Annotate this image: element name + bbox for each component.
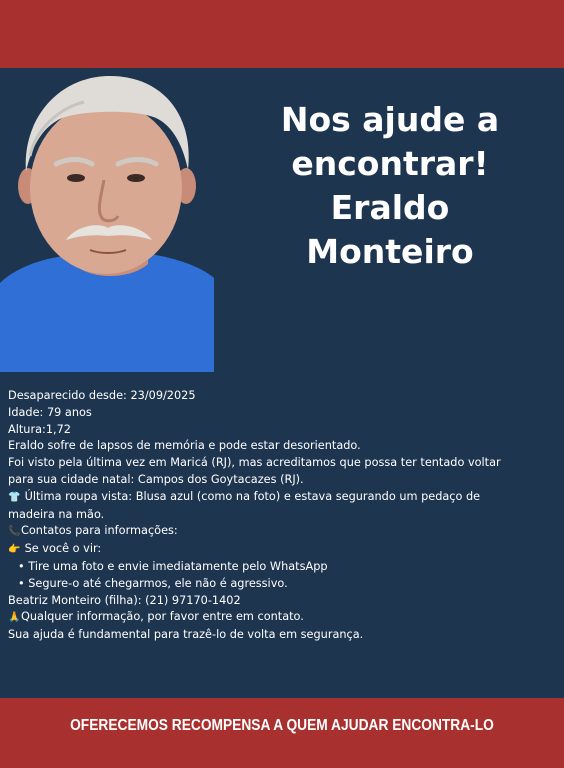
missing-person-photo (0, 68, 214, 372)
any-info-line (8, 609, 560, 627)
title-line-2: encontrar! (291, 144, 489, 183)
page-title (222, 98, 558, 274)
bullet-icon: • (18, 559, 25, 573)
reward-banner: OFERECEMOS RECOMPENSA A QUEM AJUDAR ENCONTRA-LO (70, 717, 494, 734)
memory-note: Eraldo sofre de lapsos de memória e pode estar desorientado. (8, 439, 361, 453)
any-info-text: Qualquer informação, por favor entre em contato. (21, 610, 304, 624)
contacts-text: Contatos para informações: (21, 524, 178, 538)
last-seen-line-2: para sua cidade natal: Campos dos Goytacazes (RJ). (8, 472, 304, 486)
clothes-line-1 (8, 489, 560, 507)
last-seen-line-1: Foi visto pela última vez em Maricá (RJ), mas acreditamos que possa ter tentado voltar (8, 456, 501, 470)
phone-icon: 📞 (8, 526, 21, 538)
step-2 (8, 576, 560, 593)
praying-hands-icon: 🙏 (8, 612, 21, 624)
step-2-text: Segure-o até chegarmos, ele não é agressivo. (28, 576, 288, 590)
pointing-hand-icon: 👉 (8, 544, 21, 556)
tshirt-icon: 👕 (8, 491, 21, 503)
if-you-see-heading (8, 541, 560, 559)
title-line-3: Eraldo (330, 188, 450, 227)
contact-phone: Beatriz Monteiro (filha): (21) 97170-1402 (8, 593, 241, 607)
title-line-4: Monteiro (306, 232, 474, 271)
contacts-heading (8, 523, 560, 541)
age: Idade: 79 anos (8, 405, 92, 419)
step-1-text: Tire uma foto e envie imediatamente pelo WhatsApp (28, 559, 328, 573)
missing-since: Desaparecido desde: 23/09/2025 (8, 389, 196, 402)
missing-person-info (8, 388, 560, 644)
bullet-icon: • (18, 576, 25, 590)
height: Altura:1,72 (8, 422, 71, 436)
step-1 (8, 559, 560, 576)
clothes-line-2: madeira na mão. (8, 507, 105, 521)
help-line: Sua ajuda é fundamental para trazê-lo de volta em segurança. (8, 628, 364, 642)
top-red-band (0, 0, 564, 68)
title-line-1: Nos ajude a (280, 100, 500, 139)
clothes-text: Última roupa vista: Blusa azul (como na foto) e estava segurando um pedaço de (24, 489, 481, 503)
if-you-see-text: Se você o vir: (24, 542, 102, 556)
